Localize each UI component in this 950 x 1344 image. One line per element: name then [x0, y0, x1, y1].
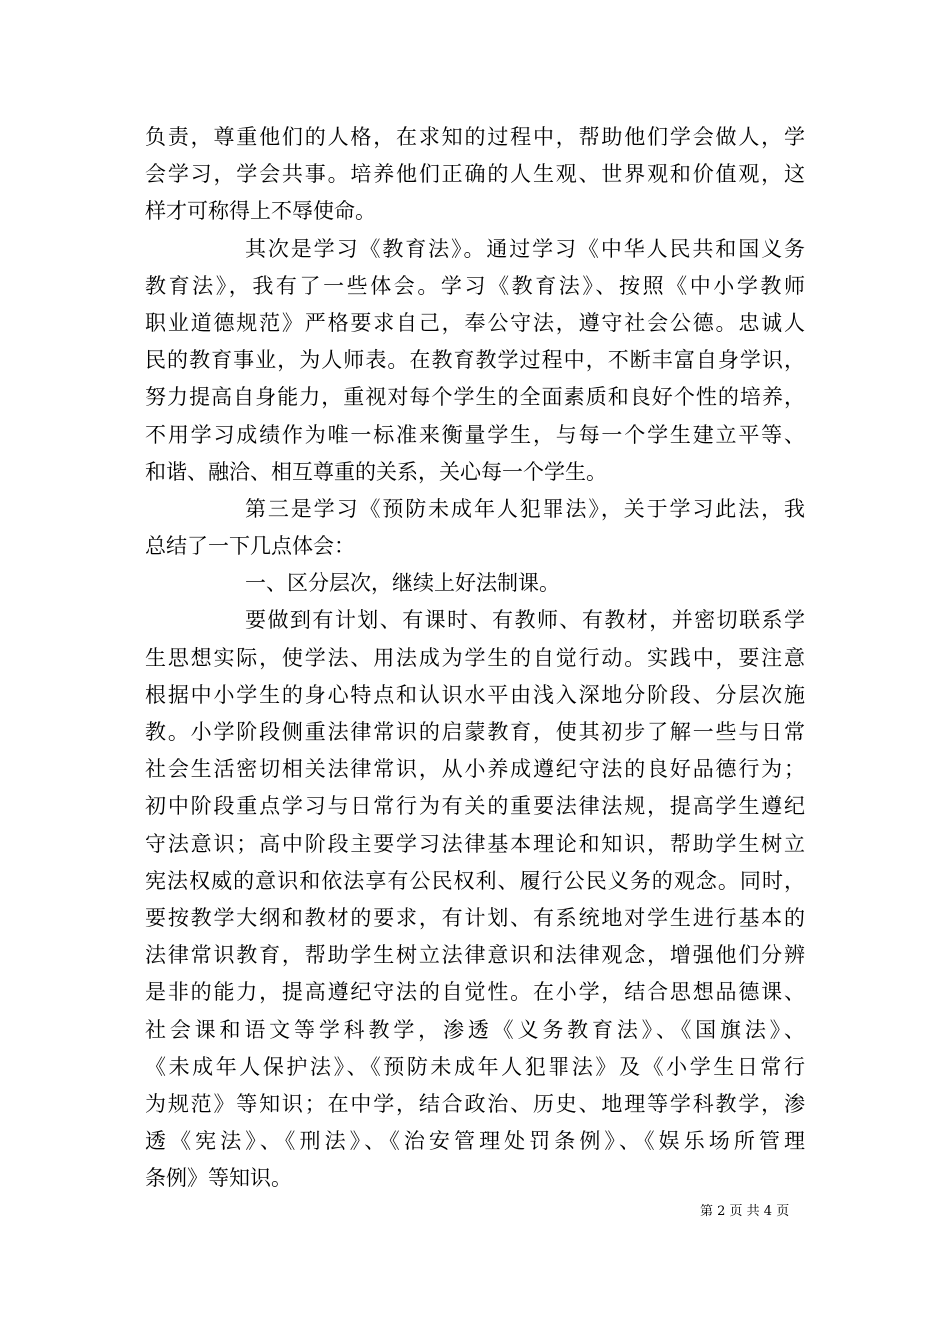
text-line: 透《宪法》、《刑法》、《治安管理处罚条例》、《娱乐场所管理 [145, 1129, 805, 1154]
text-line: 教。小学阶段侧重法律常识的启蒙教育，使其初步了解一些与日常 [145, 720, 805, 744]
body-text [145, 119, 805, 1197]
text-line: 职业道德规范》严格要求自己，奉公守法，遵守社会公德。忠诚人 [145, 310, 805, 335]
text-line: 要按教学大纲和教材的要求，有计划、有系统地对学生进行基本的 [145, 905, 805, 930]
text-line: 是非的能力，提高遵纪守法的自觉性。在小学，结合思想品德课、 [145, 980, 805, 1005]
text-line: 其次是学习《教育法》。通过学习《中华人民共和国义务 [245, 236, 805, 261]
text-line: 根据中小学生的身心特点和认识水平由浅入深地分阶段、分层次施 [145, 682, 805, 707]
text-line: 法律常识教育，帮助学生树立法律意识和法律观念，增强他们分辨 [145, 943, 805, 968]
text-line: 初中阶段重点学习与日常行为有关的重要法律法规，提高学生遵纪 [145, 794, 805, 819]
text-line: 会学习，学会共事。培养他们正确的人生观、世界观和价值观，这 [145, 162, 805, 187]
text-line: 条例》等知识。 [145, 1166, 292, 1191]
text-line: 教育法》，我有了一些体会。学习《教育法》、按照《中小学教师 [145, 273, 805, 298]
text-line: 为规范》等知识；在中学，结合政治、历史、地理等学科教学，渗 [145, 1091, 805, 1116]
text-line: 生思想实际，使学法、用法成为学生的自觉行动。实践中，要注意 [145, 645, 805, 670]
text-line: 要做到有计划、有课时、有教师、有教材，并密切联系学 [245, 608, 805, 633]
text-line: 努力提高自身能力，重视对每个学生的全面素质和良好个性的培养， [145, 385, 805, 410]
text-line: 《未成年人保护法》、《预防未成年人犯罪法》及《小学生日常行 [145, 1054, 805, 1079]
text-line: 第三是学习《预防未成年人犯罪法》，关于学习此法，我 [245, 496, 805, 521]
text-line: 一、区分层次，继续上好法制课。 [245, 571, 560, 596]
text-line: 总结了一下几点体会： [145, 534, 355, 559]
text-line: 民的教育事业，为人师表。在教育教学过程中，不断丰富自身学识， [145, 348, 805, 373]
text-line: 宪法权威的意识和依法享有公民权利、履行公民义务的观念。同时， [145, 868, 805, 893]
text-line: 不用学习成绩作为唯一标准来衡量学生，与每一个学生建立平等、 [145, 422, 805, 447]
text-line: 守法意识；高中阶段主要学习法律基本理论和知识，帮助学生树立 [145, 831, 805, 856]
text-line: 样才可称得上不辱使命。 [145, 199, 376, 224]
text-line: 社会课和语文等学科教学，渗透《义务教育法》、《国旗法》、 [145, 1017, 805, 1042]
text-line: 负责，尊重他们的人格，在求知的过程中，帮助他们学会做人，学 [145, 125, 805, 149]
text-line: 社会生活密切相关法律常识，从小养成遵纪守法的良好品德行为； [145, 757, 805, 782]
page-footer: 第 2 页 共 4 页 [700, 1204, 790, 1219]
text-line: 和谐、融洽、相互尊重的关系，关心每一个学生。 [145, 459, 607, 484]
